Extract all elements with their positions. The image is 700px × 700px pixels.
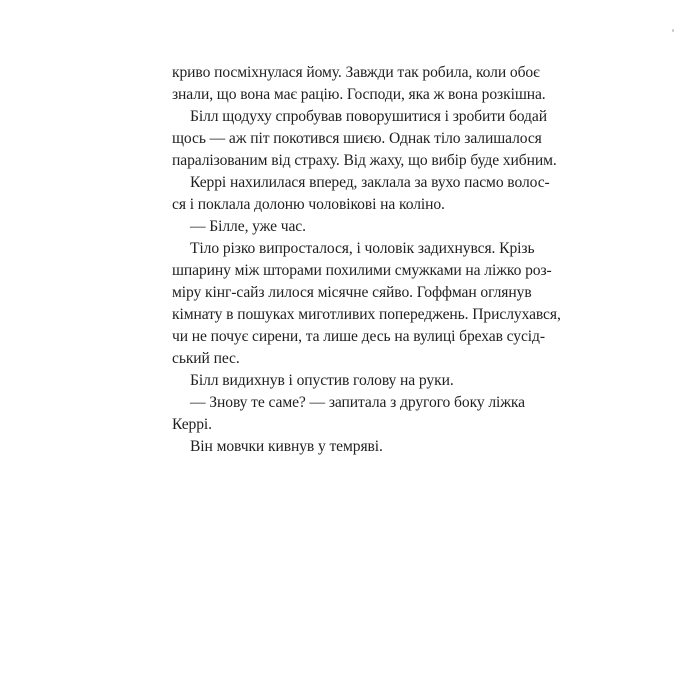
page-body-text: [172, 62, 561, 458]
text-line: Він мовчки кивнув у темряві.: [190, 438, 383, 455]
page-speck: [672, 29, 674, 32]
text-line: криво посміхнулася йому. Завжди так робила, коли обоє: [172, 64, 540, 81]
text-line: Білл видихнув і опустив голову на руки.: [190, 372, 454, 389]
text-line: ський пес.: [172, 350, 240, 367]
text-line: знали, що вона має рацію. Господи, яка ж вона розкішна.: [172, 86, 546, 103]
text-line: кімнату в пошуках миготливих попереджень. Прислухався,: [172, 306, 561, 323]
text-line: шпарину між шторами похилими смужками на ліжко роз-: [172, 262, 552, 279]
text-line: — Знову те саме? — запитала з другого боку ліжка: [190, 394, 525, 411]
text-line: Керрі.: [172, 416, 212, 433]
text-line: — Білле, уже час.: [190, 218, 306, 235]
text-line: Керрі нахилилася вперед, заклала за вухо пасмо волос-: [190, 174, 550, 191]
text-line: ся і поклала долоню чоловікові на коліно.: [172, 196, 445, 213]
text-line: чи не почує сирени, та лише десь на вулиці брехав сусід-: [172, 328, 545, 345]
text-line: міру кінг-сайз лилося місячне сяйво. Гоффман оглянув: [172, 284, 532, 301]
text-line: Тіло різко випросталося, і чоловік задихнувся. Крізь: [190, 240, 535, 257]
text-line: щось — аж піт покотився шиєю. Однак тіло залишалося: [172, 130, 542, 147]
text-line: паралізованим від страху. Від жаху, що вибір буде хибним.: [172, 152, 557, 169]
text-line: Білл щодуху спробував поворушитися і зробити бодай: [190, 108, 547, 125]
